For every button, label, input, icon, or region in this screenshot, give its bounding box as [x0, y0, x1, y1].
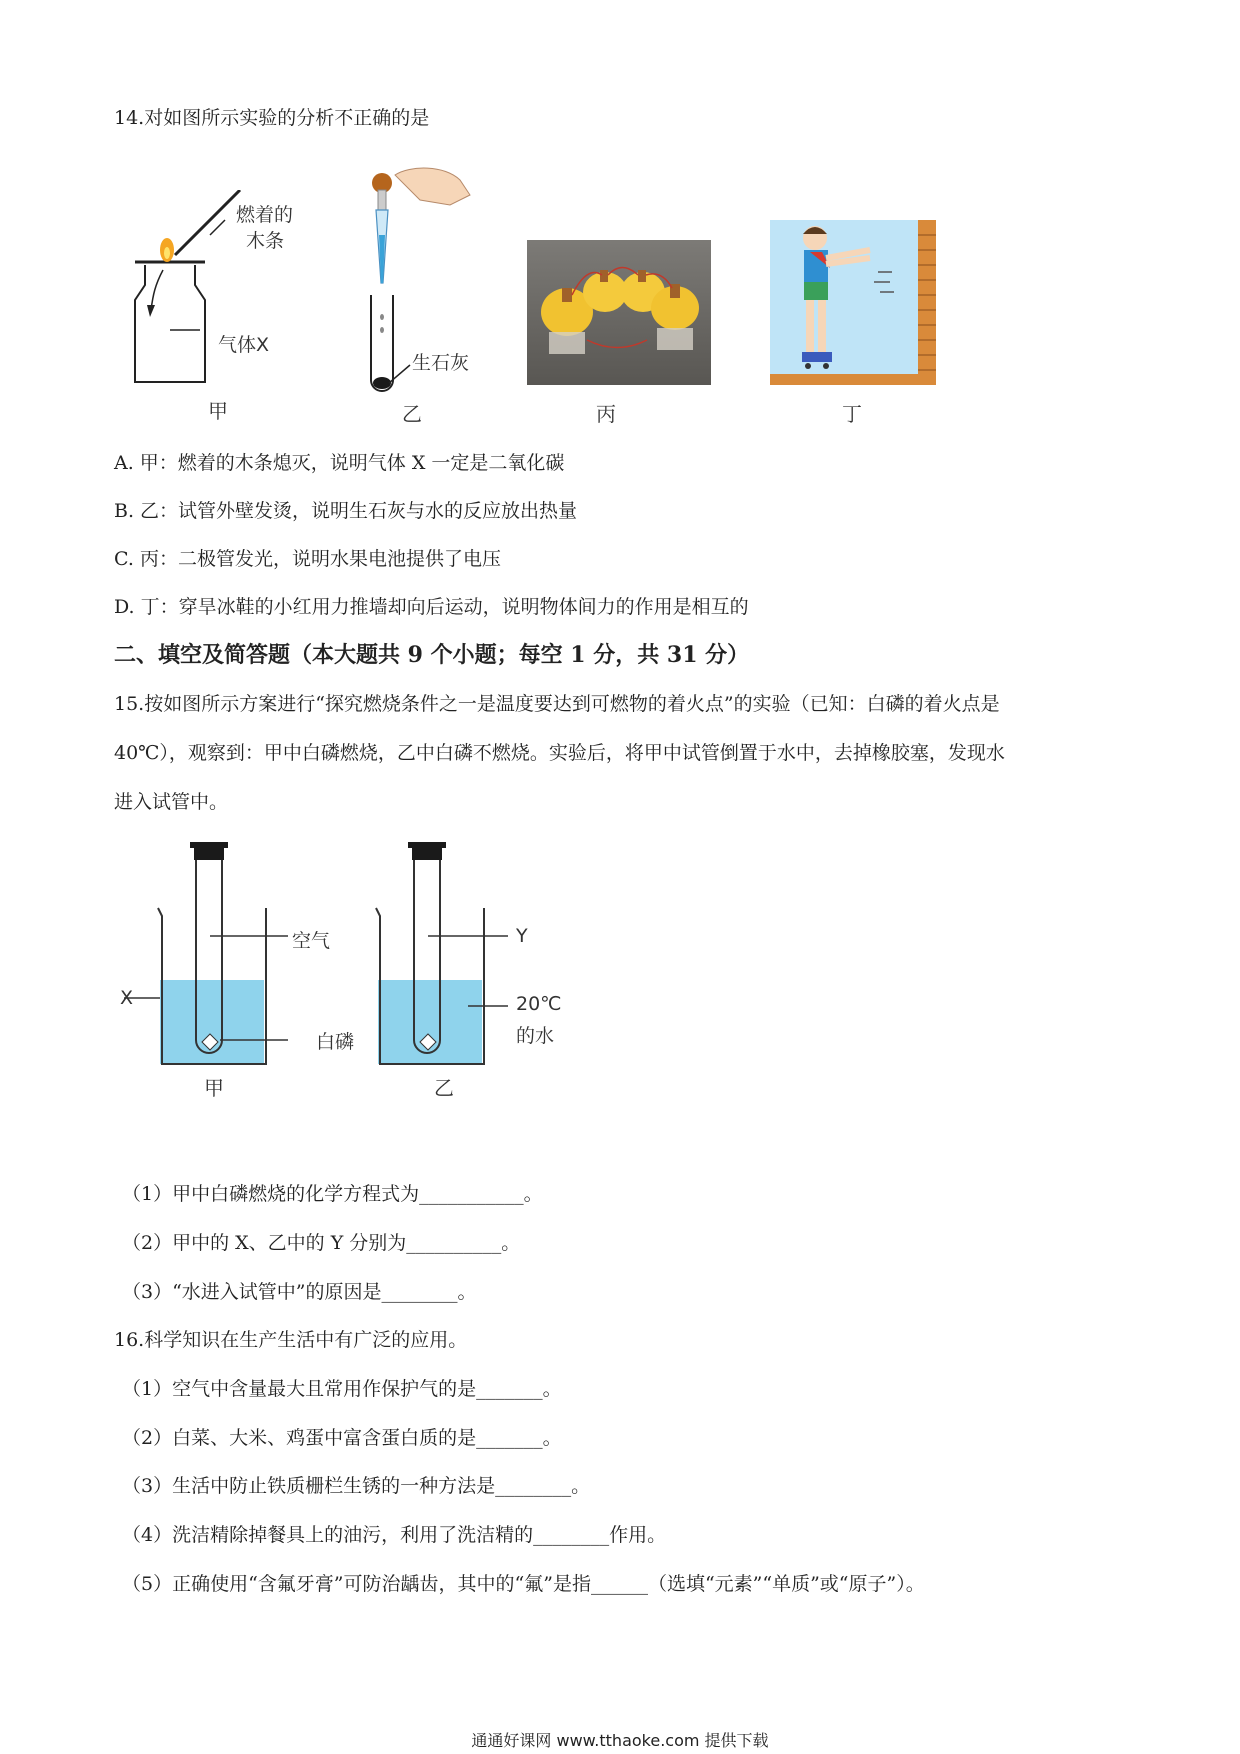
q14-stem: 14.对如图所示实验的分析不正确的是: [114, 107, 430, 129]
q16-sub-3: （3）生活中防止铁质栅栏生锈的一种方法是________。: [122, 1475, 591, 1497]
q16-sub-2: （2）白菜、大米、鸡蛋中富含蛋白质的是_______。: [122, 1427, 562, 1449]
q16-sub-1: （1）空气中含量最大且常用作保护气的是_______。: [122, 1378, 562, 1400]
q14-option-a: A. 甲：燃着的木条熄灭，说明气体 X 一定是二氧化碳: [114, 452, 565, 474]
q15-stem-line2: 40℃），观察到：甲中白磷燃烧，乙中白磷不燃烧。实验后，将甲中试管倒置于水中，去掉橡胶塞，发现水: [114, 742, 1005, 764]
section-title: 二、填空及简答题（本大题共 9 个小题；每空 1 分，共 31 分）: [114, 642, 750, 668]
q15-stem-line3: 进入试管中。: [114, 791, 229, 813]
fig-q15-label-water1: 20℃: [516, 993, 562, 1015]
fig-bing-caption: 丙: [596, 402, 616, 426]
fig-fruit-battery: [527, 240, 711, 385]
q15-sub-3: （3）“水进入试管中”的原因是________。: [122, 1281, 477, 1303]
q16-stem: 16.科学知识在生产生活中有广泛的应用。: [114, 1329, 468, 1351]
q14-option-d: D. 丁：穿旱冰鞋的小红用力推墙却向后运动，说明物体间力的作用是相互的: [114, 596, 749, 618]
fig-ding-caption: 丁: [842, 402, 862, 426]
q15-stem-line1: 15.按如图所示方案进行“探究燃烧条件之一是温度要达到可燃物的着火点”的实验（已知：白磷的着火点是: [114, 693, 1000, 715]
fig-yi-caption: 乙: [402, 402, 422, 426]
q14-option-b: B. 乙：试管外壁发烫，说明生石灰与水的反应放出热量: [114, 500, 578, 522]
fig-jia-label3: 气体X: [218, 334, 270, 356]
fig-q15-label-water2: 的水: [516, 1025, 555, 1047]
q14-option-c: C. 丙：二极管发光，说明水果电池提供了电压: [114, 548, 501, 570]
q16-sub-4: （4）洗洁精除掉餐具上的油污，利用了洗洁精的________作用。: [122, 1524, 667, 1546]
q15-sub-1: （1）甲中白磷燃烧的化学方程式为___________。: [122, 1183, 543, 1205]
fig-jia-label1: 燃着的: [236, 204, 294, 226]
fig-jia-label2: 木条: [246, 230, 285, 252]
fig-yi-label: 生石灰: [412, 352, 470, 374]
fig-q15-left-caption: 甲: [204, 1076, 224, 1100]
q16-sub-5: （5）正确使用“含氟牙膏”可防治龋齿，其中的“氟”是指______（选填“元素”“单质”或“原子”）。: [122, 1573, 925, 1595]
fig-q15-label-y: Y: [516, 925, 528, 947]
fig-q15-label-p: 白磷: [316, 1031, 355, 1053]
q15-sub-2: （2）甲中的 X、乙中的 Y 分别为__________。: [122, 1232, 521, 1254]
fig-q15-label-x: X: [120, 987, 134, 1009]
fig-q15-label-air: 空气: [292, 930, 331, 952]
fig-q15-right-caption: 乙: [434, 1076, 454, 1100]
page-footer: 通通好课网 www.tthaoke.com 提供下载: [471, 1731, 769, 1750]
fig-jia-caption: 甲: [208, 399, 228, 423]
fig-gas-jar: [125, 190, 325, 390]
fig-boy-wall: [770, 220, 940, 390]
